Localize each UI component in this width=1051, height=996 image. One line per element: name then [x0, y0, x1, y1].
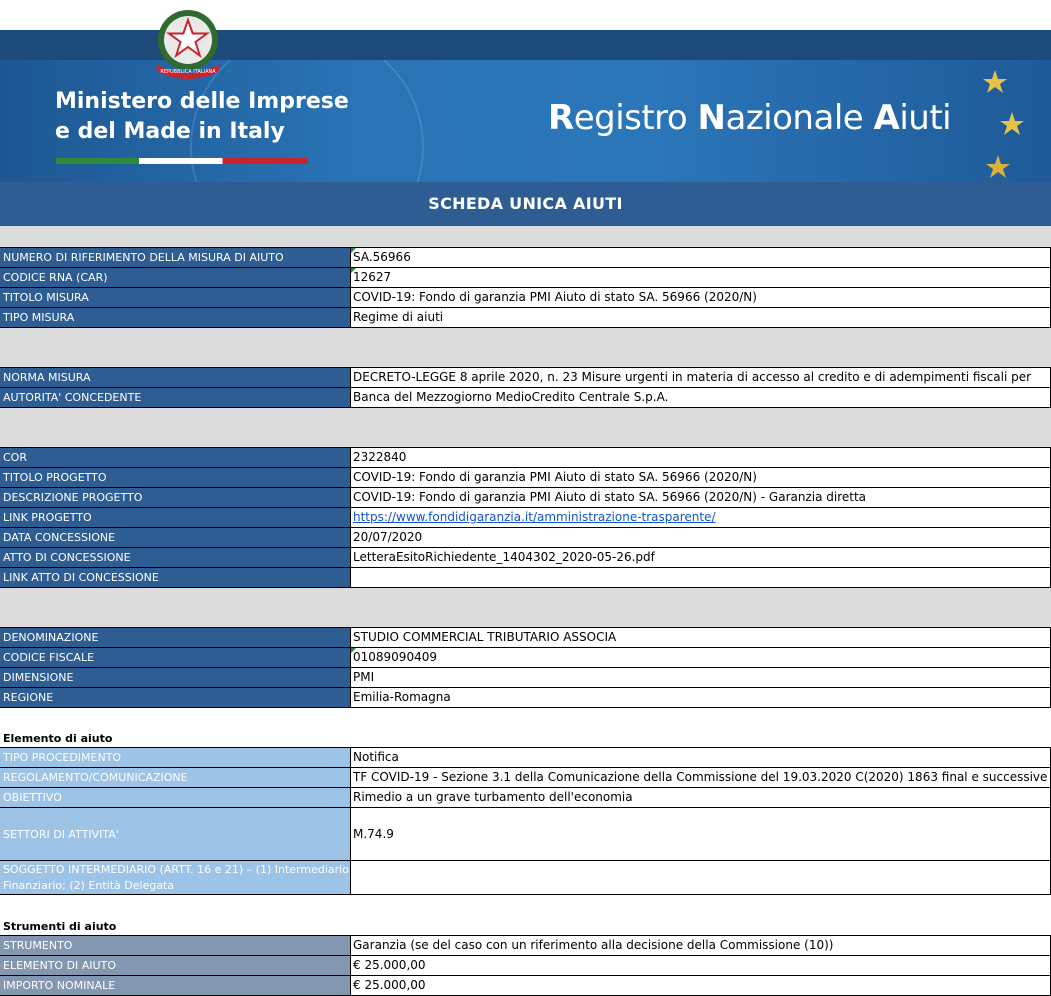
table-row [0, 688, 1051, 708]
row-label: CODICE RNA (CAR) [0, 268, 351, 287]
norma-table [0, 367, 1051, 408]
row-label: DENOMINAZIONE [0, 628, 351, 647]
elemento-table [0, 747, 1051, 895]
eu-stars-icon [950, 60, 1051, 182]
row-value: Regime di aiuti [351, 308, 1051, 327]
table-row [0, 768, 1051, 788]
emblem-text: REPUBBLICA ITALIANA [160, 69, 216, 75]
table-row [0, 748, 1051, 768]
row-value: PMI [351, 668, 1051, 687]
row-value: LetteraEsitoRichiedente_1404302_2020-05-26.pdf [351, 548, 1051, 567]
row-label: STRUMENTO [0, 936, 351, 955]
row-value [351, 648, 1051, 667]
row-label: LINK ATTO DI CONCESSIONE [0, 568, 351, 587]
table-row [0, 548, 1051, 568]
row-value: € 25.000,00 [351, 976, 1051, 995]
table-row [0, 808, 1051, 861]
title-rest-a: iuti [899, 98, 952, 138]
table-row [0, 388, 1051, 408]
cell-comment-marker [351, 268, 356, 273]
row-label: NORMA MISURA [0, 368, 351, 387]
table-row [0, 956, 1051, 976]
row-value: Notifica [351, 748, 1051, 767]
italian-republic-emblem-icon [148, 2, 228, 82]
row-value [351, 508, 1051, 527]
row-label: LINK PROGETTO [0, 508, 351, 527]
row-value: COVID-19: Fondo di garanzia PMI Aiuto di stato SA. 56966 (2020/N) [351, 468, 1051, 487]
row-label: SETTORI DI ATTIVITA' [0, 808, 351, 860]
row-value: M.74.9 [351, 808, 1051, 860]
row-value: TF COVID-19 - Sezione 3.1 della Comunicazione della Commissione del 19.03.2020 C(2020) 1863 final e successive [351, 768, 1051, 787]
table-row [0, 861, 1051, 895]
ministry-name [55, 87, 349, 147]
row-value: Banca del Mezzogiorno MedioCredito Centrale S.p.A. [351, 388, 1051, 407]
row-value [351, 248, 1051, 267]
row-value: STUDIO COMMERCIAL TRIBUTARIO ASSOCIA [351, 628, 1051, 647]
row-label: REGIONE [0, 688, 351, 707]
row-value [351, 568, 1051, 587]
spacer [0, 588, 1051, 627]
row-label: IMPORTO NOMINALE [0, 976, 351, 995]
row-value: DECRETO-LEGGE 8 aprile 2020, n. 23 Misure urgenti in materia di accesso al credito e di adempimenti fiscali per [351, 368, 1051, 387]
row-value: 2322840 [351, 448, 1051, 467]
table-row [0, 528, 1051, 548]
table-row [0, 788, 1051, 808]
title-rest-n: azionale [725, 98, 874, 138]
table-row [0, 288, 1051, 308]
table-row [0, 628, 1051, 648]
row-value [351, 268, 1051, 287]
ministry-line-2: e del Made in Italy [55, 119, 285, 144]
row-label: DESCRIZIONE PROGETTO [0, 488, 351, 507]
header-banner [0, 0, 1051, 183]
row-label: DIMENSIONE [0, 668, 351, 687]
row-label: AUTORITA' CONCEDENTE [0, 388, 351, 407]
table-row [0, 508, 1051, 528]
row-label: NUMERO DI RIFERIMENTO DELLA MISURA DI AIUTO [0, 248, 351, 267]
row-value-text: SA.56966 [353, 250, 411, 264]
progetto-table [0, 447, 1051, 588]
table-row [0, 976, 1051, 996]
title-rest-r: egistro [573, 98, 698, 138]
row-label: REGOLAMENTO/COMUNICAZIONE [0, 768, 351, 787]
ministry-line-1: Ministero delle Imprese [55, 89, 349, 114]
row-label: ELEMENTO DI AIUTO [0, 956, 351, 975]
row-label: TITOLO MISURA [0, 288, 351, 307]
row-value: € 25.000,00 [351, 956, 1051, 975]
row-value: Garanzia (se del caso con un riferimento alla decisione della Commissione (10)) [351, 936, 1051, 955]
section-title-strumenti: Strumenti di aiuto [3, 920, 117, 933]
strumenti-table [0, 935, 1051, 996]
spacer [0, 408, 1051, 447]
beneficiario-table [0, 627, 1051, 708]
cell-comment-marker [351, 648, 356, 653]
row-value-text: 12627 [353, 270, 392, 284]
table-row [0, 368, 1051, 388]
table-row [0, 308, 1051, 328]
italian-flag-bar [56, 158, 308, 164]
row-value: Rimedio a un grave turbamento dell'economia [351, 788, 1051, 807]
table-row [0, 268, 1051, 288]
title-initial-r: R [548, 98, 574, 138]
row-label: ATTO DI CONCESSIONE [0, 548, 351, 567]
table-row [0, 448, 1051, 468]
cell-comment-marker [351, 248, 356, 253]
spacer [0, 226, 1051, 247]
row-label: TIPO MISURA [0, 308, 351, 327]
title-initial-n: N [697, 98, 726, 138]
row-value [351, 861, 1051, 894]
row-value-text: 01089090409 [353, 650, 437, 664]
table-row [0, 488, 1051, 508]
row-label: SOGGETTO INTERMEDIARIO (ARTT. 16 e 21) – (1) Intermediario Finanziario; (2) Entità Delegata [0, 861, 351, 894]
row-label: CODICE FISCALE [0, 648, 351, 667]
table-row [0, 936, 1051, 956]
row-label: OBIETTIVO [0, 788, 351, 807]
project-link[interactable]: https://www.fondidigaranzia.it/amministrazione-trasparente/ [353, 510, 716, 524]
table-row [0, 668, 1051, 688]
table-row [0, 568, 1051, 588]
row-label: TIPO PROCEDIMENTO [0, 748, 351, 767]
misura-table [0, 247, 1051, 328]
row-value: 20/07/2020 [351, 528, 1051, 547]
table-row [0, 248, 1051, 268]
row-label: COR [0, 448, 351, 467]
page-title: SCHEDA UNICA AIUTI [0, 182, 1051, 226]
section-title-elemento: Elemento di aiuto [3, 732, 113, 745]
row-value: Emilia-Romagna [351, 688, 1051, 707]
table-row [0, 648, 1051, 668]
registry-title [548, 98, 951, 138]
spacer [0, 328, 1051, 367]
title-initial-a: A [873, 98, 900, 138]
table-row [0, 468, 1051, 488]
row-value: COVID-19: Fondo di garanzia PMI Aiuto di stato SA. 56966 (2020/N) [351, 288, 1051, 307]
row-label: DATA CONCESSIONE [0, 528, 351, 547]
row-value: COVID-19: Fondo di garanzia PMI Aiuto di stato SA. 56966 (2020/N) - Garanzia diretta [351, 488, 1051, 507]
row-label: TITOLO PROGETTO [0, 468, 351, 487]
